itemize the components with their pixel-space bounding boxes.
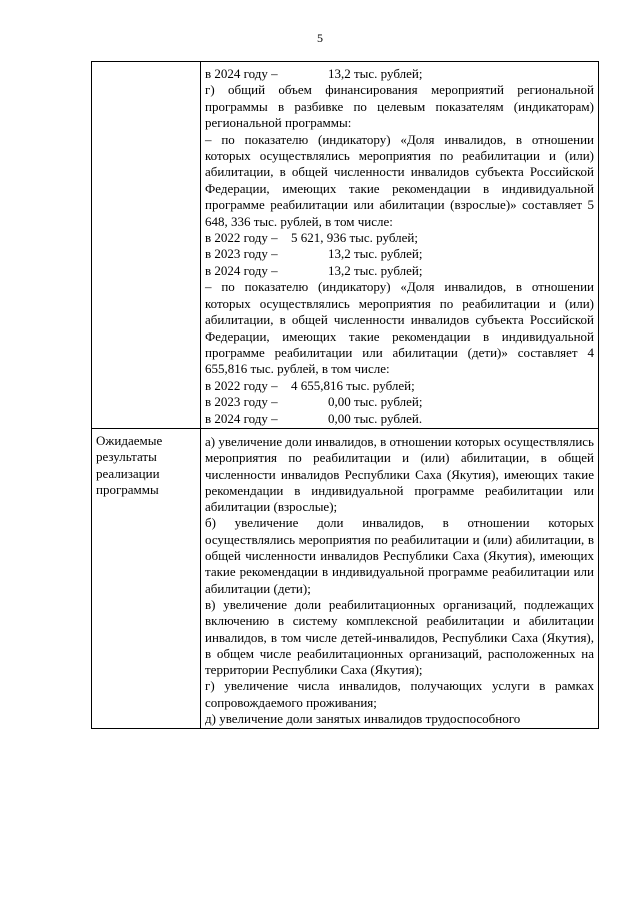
year-value: 4 655,816 тыс. рублей;: [291, 377, 415, 393]
year-label: в 2023 году –: [205, 246, 278, 262]
year-value: 13,2 тыс. рублей;: [328, 262, 423, 278]
year-value: 0,00 тыс. рублей.: [328, 410, 423, 426]
year-label: в 2022 году –: [205, 377, 278, 393]
year-line: [205, 394, 594, 410]
table-row-financing: [92, 62, 599, 429]
row-content-cell: [201, 62, 599, 429]
program-passport-table: [91, 61, 599, 729]
year-line: [205, 66, 594, 82]
year-line: [205, 263, 594, 279]
year-line: [205, 411, 594, 427]
result-item-a: а) увеличение доли инвалидов, в отношении которых осуществлялись мероприятия по реабилитации и (или) абилитации, в общей численности инвалидов Республики Саха (Якутия), имеющих такие рекомендации в индивидуальной программе реабилитации или абилитации (взрослые);: [205, 433, 594, 515]
indicator-adults-paragraph: – по показателю (индикатору) «Доля инвалидов, в отношении которых осуществлялись мероприятия по реабилитации и (или) абилитации, в общей численности инвалидов субъекта Российской Федерации, имеющих такие рекомендации в индивидуальной программе реабилитации или абилитации (взрослые)» составляет 5 648, 336 тыс. рублей, в том числе:: [205, 131, 594, 229]
page-number: 5: [317, 31, 323, 45]
row-label-cell: [92, 428, 201, 728]
row-label: Ожидаемые результаты реализации программы: [96, 432, 163, 498]
year-label: в 2022 году –: [205, 230, 278, 246]
expected-results-content: [201, 429, 598, 728]
indicator-children-paragraph: – по показателю (индикатору) «Доля инвалидов, в отношении которых осуществлялись мероприятия по реабилитации и (или) абилитации, в общей численности инвалидов субъекта Российской Федерации, имеющих такие рекомендации в индивидуальной программе реабилитации или абилитации (дети)» составляет 4 655,816 тыс. рублей, в том числе:: [205, 279, 594, 377]
year-label: в 2023 году –: [205, 394, 278, 410]
year-value: 0,00 тыс. рублей;: [328, 394, 423, 410]
year-line: [205, 378, 594, 394]
year-value: 13,2 тыс. рублей;: [328, 66, 423, 81]
year-value: 13,2 тыс. рублей;: [328, 246, 423, 262]
result-item-v: в) увеличение доли реабилитационных организаций, подлежащих включению в систему комплексной реабилитации и абилитации инвалидов, в том числе детей-инвалидов, Республики Саха (Якутия), в общем числе реабилитационных организаций, расположенных на территории Республики Саха (Якутия);: [205, 596, 594, 678]
year-label: в 2024 году –: [205, 410, 278, 426]
year-line: [205, 230, 594, 246]
row-content-cell: [201, 428, 599, 728]
result-item-d: д) увеличение доли занятых инвалидов трудоспособного: [205, 710, 521, 726]
paragraph-g: г) общий объем финансирования мероприятий региональной программы в разбивке по целевым показателям (индикаторам) региональной программы:: [205, 82, 594, 131]
row-label: [92, 62, 200, 66]
year-label: в 2024 году –: [205, 262, 278, 278]
year-label: в 2024 году –: [205, 66, 278, 81]
financing-content: [201, 62, 598, 428]
year-value: 5 621, 936 тыс. рублей;: [291, 230, 418, 246]
table-row-expected-results: [92, 428, 599, 728]
year-line: [205, 246, 594, 262]
result-item-b: б) увеличение доли инвалидов, в отношении которых осуществлялись мероприятия по реабилитации и (или) абилитации, в общей численности инвалидов Республики Саха (Якутия), имеющих такие рекомендации в индивидуальной программе реабилитации или абилитации (дети);: [205, 515, 594, 596]
result-item-g: г) увеличение числа инвалидов, получающих услуги в рамках сопровождаемого проживания;: [205, 678, 594, 710]
row-label-cell: [92, 62, 201, 429]
